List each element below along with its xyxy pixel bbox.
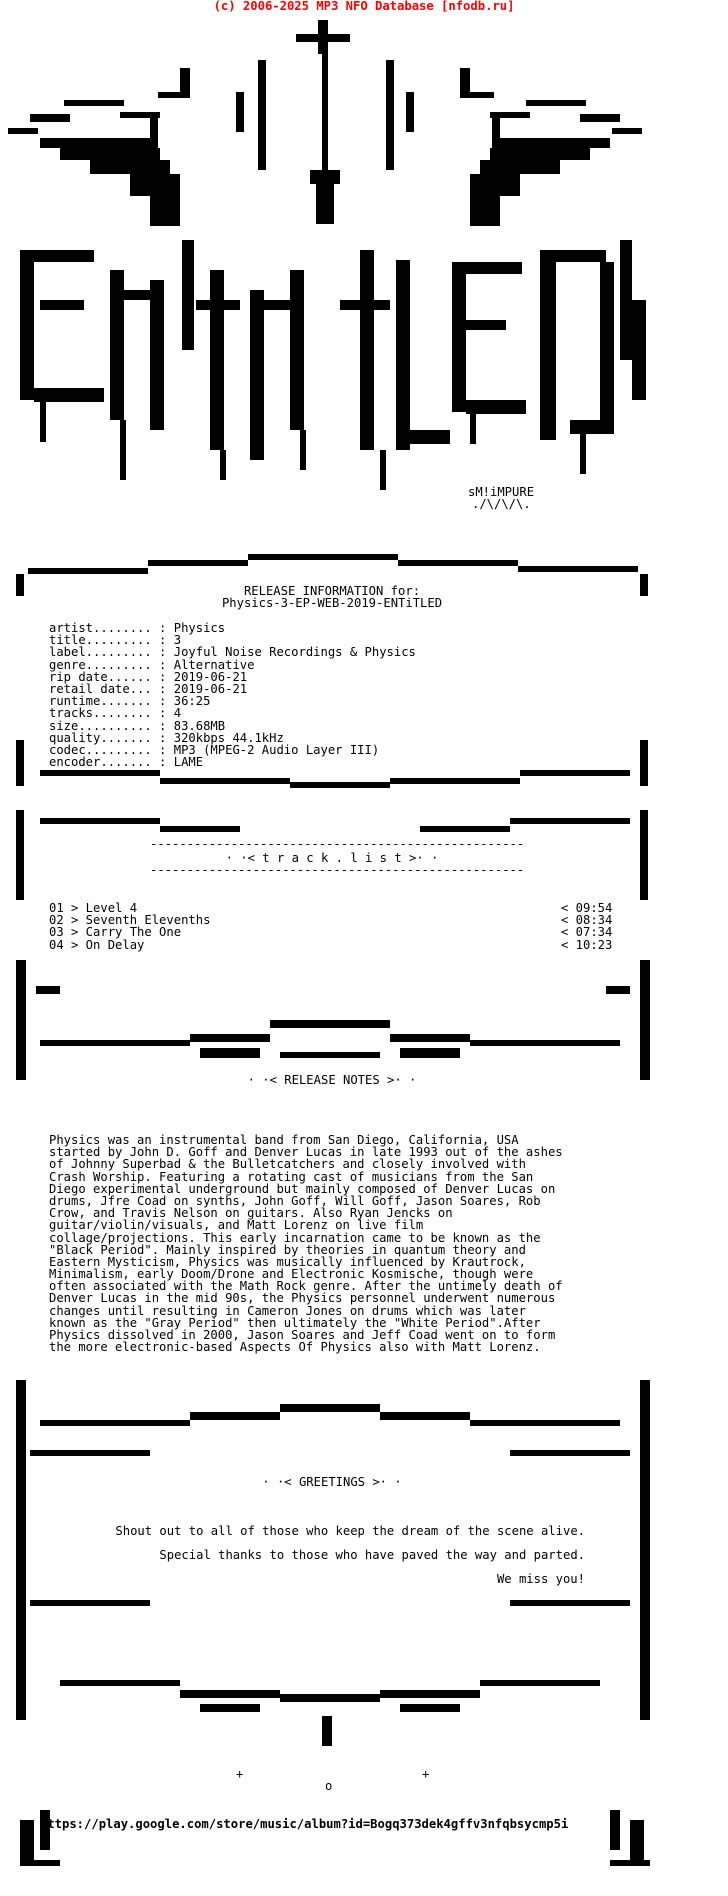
info-label: runtime....... : <box>49 694 167 709</box>
notes-line: Physics was an instrumental band from San Diego, California, USA <box>49 1133 519 1147</box>
footer-o-glyph: o <box>325 1779 333 1793</box>
notes-line: Denver Lucas in the mid 90s, the Physics personnel underwent numerous <box>49 1291 556 1306</box>
info-label: retail date... : <box>49 681 167 696</box>
info-value: Alternative <box>173 657 255 672</box>
track-time: < 08:34 <box>561 913 613 928</box>
track-name: 01 > Level 4 <box>49 901 138 915</box>
notes-line: Minimalism, early Doom/Drone and Electronic Kosmische, though were <box>49 1267 534 1282</box>
track-list <box>49 902 619 951</box>
track-time: < 10:23 <box>561 937 613 952</box>
info-value: 83.68MB <box>173 718 226 733</box>
info-value: LAME <box>173 755 204 770</box>
info-value: 3 <box>173 633 182 648</box>
frame-greetings <box>16 1380 650 1866</box>
site-header: (c) 2006-2025 MP3 NFO Database [nfodb.ru] <box>213 0 515 13</box>
footer-plus-left: + <box>236 1767 244 1781</box>
info-value: MP3 (MPEG-2 Audio Layer III) <box>173 742 380 757</box>
info-label: title......... : <box>49 633 167 648</box>
tracklist-rule-top: --------------------------------------------------- <box>150 837 525 851</box>
logo-tag-line2: ./\/\/\. <box>472 497 531 511</box>
track-item <box>49 939 619 951</box>
info-label: artist........ : <box>49 621 167 635</box>
notes-line: "Black Period". Mainly inspired by theories in quantum theory and <box>49 1242 526 1257</box>
notes-line: Eastern Mysticism, Physics was musically influenced by Krautrock, <box>49 1254 526 1269</box>
greetings-heading: · ·< GREETINGS >· · <box>262 1475 402 1489</box>
greetings-line-1: Shout out to all of those who keep the dream of the scene alive. <box>115 1524 585 1538</box>
info-value: 2019-06-21 <box>173 681 248 696</box>
logo-tag-line1: sM!iMPURE <box>468 485 535 499</box>
info-value: 4 <box>173 706 182 721</box>
notes-line: guitar/violin/visuals, and Matt Lorenz on live film <box>49 1218 424 1233</box>
footer-plus-right: + <box>422 1767 430 1781</box>
logo-artwork <box>8 20 646 490</box>
track-time: < 07:34 <box>561 925 613 940</box>
info-label: size.......... : <box>49 718 167 733</box>
release-info-title: RELEASE INFORMATION for: <box>243 584 421 598</box>
notes-line: often associated with the Math Rock genre. After the untimely death of <box>49 1279 563 1294</box>
info-value: 320kbps 44.1kHz <box>173 730 284 745</box>
track-name: 04 > On Delay <box>49 937 145 952</box>
notes-line: Crow, and Travis Nelson on guitars. Also Ryan Jencks on <box>49 1206 453 1221</box>
info-label: rip date...... : <box>49 669 167 684</box>
notes-line: drums, Jfre Coad on synths, John Goff, Will Goff, Jason Soares, Rob <box>49 1193 541 1208</box>
notes-line: Diego experimental underground but mainly composed of Denver Lucas on <box>49 1181 556 1196</box>
info-value: 2019-06-21 <box>173 669 248 684</box>
album-store-link[interactable]: https://play.google.com/store/music/album?id=Bogq373dek4gffv3nfqbsycmp5i <box>40 1817 569 1831</box>
info-label: encoder....... : <box>49 755 167 770</box>
greetings-line-2: Special thanks to those who have paved the way and parted. <box>159 1548 585 1562</box>
info-label: label......... : <box>49 645 167 660</box>
info-value: 36:25 <box>173 694 211 709</box>
notes-line: known as the "Gray Period" then ultimately the "White Period".After <box>49 1315 541 1330</box>
info-label: genre......... : <box>49 657 167 672</box>
notes-line: of Johnny Superbad & the Bulletcatchers and closely involved with <box>49 1157 526 1172</box>
release-notes-heading: · ·< RELEASE NOTES >· · <box>247 1073 417 1087</box>
greetings-line-3: We miss you! <box>496 1572 585 1586</box>
frame-release-notes <box>16 960 650 1080</box>
notes-line: Crash Worship. Featuring a rotating cast of musicians from the San <box>49 1169 534 1184</box>
release-info-table <box>49 622 416 768</box>
notes-line: changes until resulting in Cameron Jones on drums which was later <box>49 1303 526 1318</box>
info-label: tracks........ : <box>49 706 167 721</box>
info-value: Physics <box>173 621 226 635</box>
info-row-encoder <box>49 756 416 768</box>
release-notes-body <box>49 1134 563 1353</box>
notes-line: started by John D. Goff and Denver Lucas in late 1993 out of the ashes <box>49 1145 563 1160</box>
notes-line: collage/projections. This early incarnation came to be known as the <box>49 1230 541 1245</box>
info-value: Joyful Noise Recordings & Physics <box>173 645 416 660</box>
tracklist-rule-bottom: --------------------------------------------------- <box>150 863 525 877</box>
track-name: 02 > Seventh Elevenths <box>49 913 211 928</box>
release-name: Physics-3-EP-WEB-2019-ENTiTLED <box>221 596 443 610</box>
track-time: < 09:54 <box>561 901 613 915</box>
track-name: 03 > Carry The One <box>49 925 182 940</box>
notes-line: Physics dissolved in 2000, Jason Soares and Jeff Coad went on to form <box>49 1328 556 1342</box>
info-label: quality....... : <box>49 730 167 745</box>
info-label: codec......... : <box>49 742 167 757</box>
notes-line: the more electronic-based Aspects Of Physics also with Matt Lorenz. <box>49 1340 541 1355</box>
tracklist-heading: · ·< t r a c k . l i s t >· · <box>225 851 439 865</box>
